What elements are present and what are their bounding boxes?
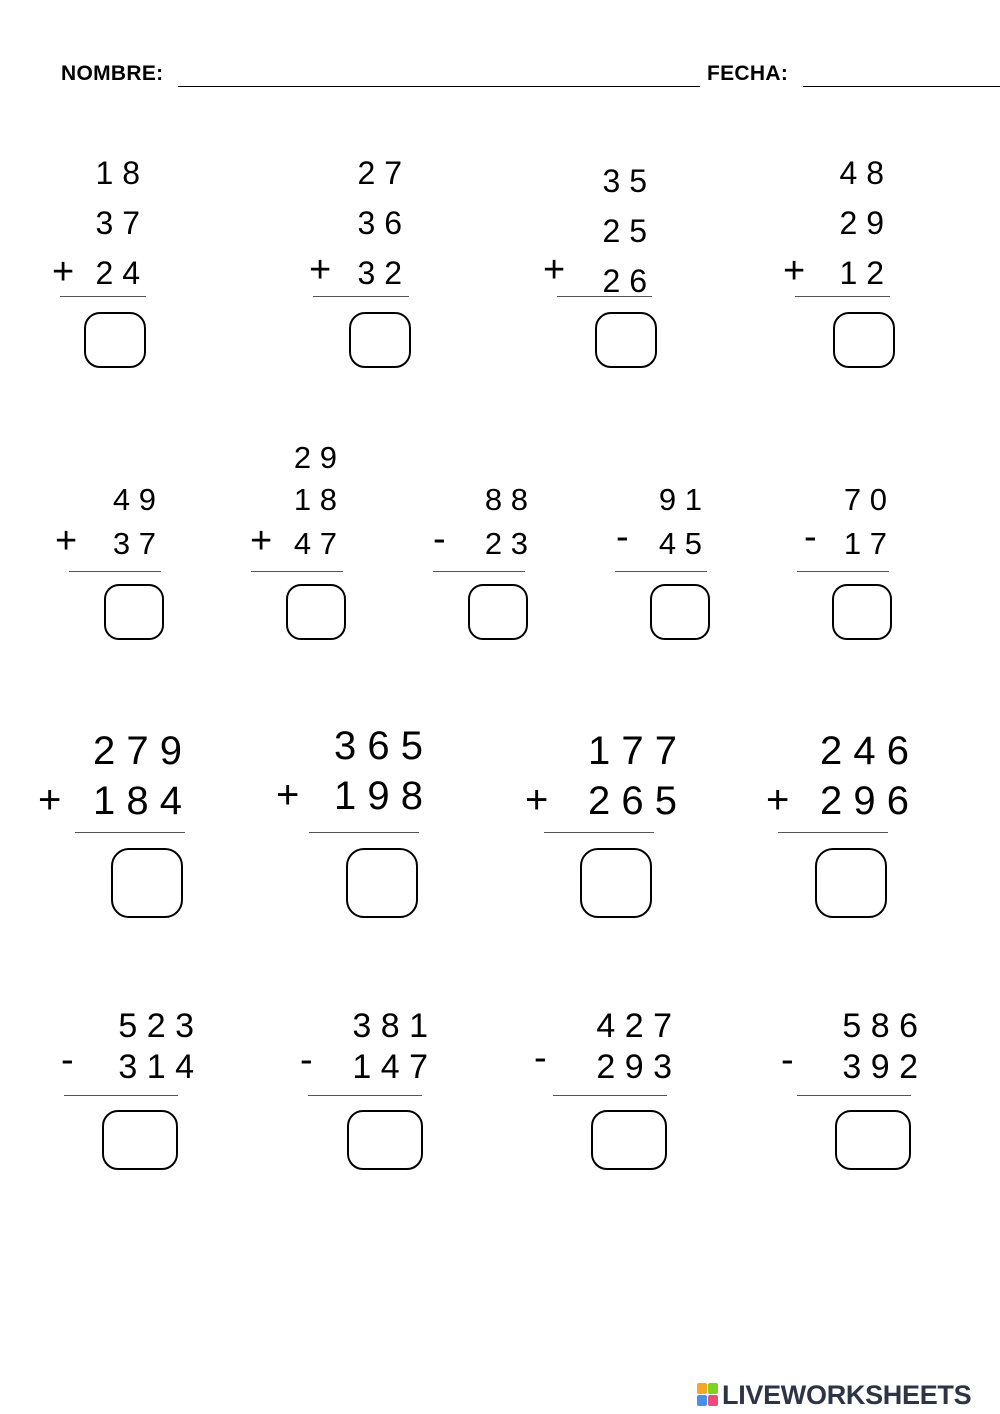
subtrahend: 3 9 2 <box>842 1048 918 1086</box>
date-label: FECHA: <box>707 62 789 85</box>
problem-2 <box>305 155 415 375</box>
operator-sign: + <box>38 778 62 822</box>
sum-line <box>778 832 888 833</box>
operator-sign: + <box>55 520 78 562</box>
minuend: 4 9 <box>112 482 156 517</box>
minuend: 9 1 <box>658 482 702 517</box>
addend: 1 7 7 <box>588 729 677 773</box>
answer-box[interactable] <box>591 1110 667 1170</box>
problem-16 <box>532 1005 682 1185</box>
addend: 1 2 <box>839 255 884 291</box>
difference-line <box>308 1095 422 1096</box>
difference-line <box>64 1095 178 1096</box>
subtrahend: 2 9 3 <box>596 1048 672 1086</box>
sum-line <box>309 832 419 833</box>
operator-sign: - <box>433 518 446 560</box>
problem-10 <box>35 725 195 925</box>
answer-box[interactable] <box>84 312 146 368</box>
difference-line <box>553 1095 667 1096</box>
operator-sign: + <box>309 249 332 291</box>
minuend: 5 8 6 <box>842 1007 918 1045</box>
sum-line <box>69 571 161 572</box>
subtrahend: 1 7 <box>843 526 887 561</box>
minuend: 7 0 <box>843 482 887 517</box>
addend: 3 7 <box>95 205 140 241</box>
problem-11 <box>272 725 432 925</box>
liveworksheets-logo-icon <box>697 1383 719 1407</box>
addend: 2 6 5 <box>588 779 677 823</box>
addend: 1 8 4 <box>93 779 182 823</box>
minuend: 4 2 7 <box>596 1007 672 1045</box>
operator-sign: - <box>534 1037 547 1079</box>
addend: 2 9 <box>293 440 337 475</box>
minuend: 3 8 1 <box>352 1007 428 1045</box>
difference-line <box>615 571 707 572</box>
addend: 4 7 <box>293 526 337 561</box>
difference-line <box>433 571 525 572</box>
addend: 2 6 <box>602 263 647 299</box>
problem-8 <box>612 440 727 650</box>
difference-line <box>797 571 889 572</box>
operator-sign: + <box>250 520 273 562</box>
addend: 1 8 <box>95 155 140 191</box>
addend: 3 7 <box>112 526 156 561</box>
problem-12 <box>520 725 680 925</box>
minuend: 5 2 3 <box>118 1007 194 1045</box>
subtrahend: 2 3 <box>484 526 528 561</box>
operator-sign: - <box>804 516 817 558</box>
logo-text: LIVEWORKSHEETS <box>722 1379 972 1410</box>
problem-6 <box>248 440 363 650</box>
sum-line <box>75 832 185 833</box>
operator-sign: - <box>781 1039 794 1081</box>
subtrahend: 3 1 4 <box>118 1048 194 1086</box>
addend: 3 5 <box>602 163 647 199</box>
sum-line <box>60 296 146 297</box>
answer-box[interactable] <box>650 584 710 640</box>
answer-box[interactable] <box>102 1110 178 1170</box>
addend: 2 7 <box>357 155 402 191</box>
answer-box[interactable] <box>580 848 652 918</box>
problem-17 <box>778 1005 928 1185</box>
problem-7 <box>430 440 545 650</box>
answer-box[interactable] <box>832 584 892 640</box>
sum-line <box>251 571 343 572</box>
answer-box[interactable] <box>104 584 164 640</box>
sum-line <box>557 296 652 297</box>
problem-5 <box>55 440 170 650</box>
operator-sign: - <box>300 1039 313 1081</box>
answer-box[interactable] <box>286 584 346 640</box>
operator-sign: + <box>52 251 75 293</box>
answer-box[interactable] <box>835 1110 911 1170</box>
addend: 1 9 8 <box>334 774 423 818</box>
operator-sign: + <box>766 778 790 822</box>
sum-line <box>544 832 654 833</box>
subtrahend: 1 4 7 <box>352 1048 428 1086</box>
answer-box[interactable] <box>346 848 418 918</box>
addend: 3 6 5 <box>334 724 423 768</box>
addend: 2 9 <box>839 205 884 241</box>
name-field[interactable] <box>178 86 700 87</box>
answer-box[interactable] <box>833 312 895 368</box>
difference-line <box>797 1095 911 1096</box>
addend: 2 7 9 <box>93 729 182 773</box>
operator-sign: - <box>616 516 629 558</box>
addend: 2 4 6 <box>820 729 909 773</box>
problem-4 <box>780 155 900 375</box>
addend: 4 8 <box>839 155 884 191</box>
subtrahend: 4 5 <box>658 526 702 561</box>
liveworksheets-logo <box>697 1380 971 1410</box>
problem-9 <box>794 440 909 650</box>
addend: 2 4 <box>95 255 140 291</box>
addend: 3 2 <box>357 255 402 291</box>
addend: 3 6 <box>357 205 402 241</box>
addend: 2 9 6 <box>820 779 909 823</box>
answer-box[interactable] <box>349 312 411 368</box>
answer-box[interactable] <box>595 312 657 368</box>
answer-box[interactable] <box>815 848 887 918</box>
minuend: 8 8 <box>484 482 528 517</box>
operator-sign: + <box>276 773 300 817</box>
problem-1 <box>50 155 150 375</box>
name-label: NOMBRE: <box>61 62 164 85</box>
operator-sign: - <box>61 1039 74 1081</box>
sum-line <box>313 296 409 297</box>
addend: 1 8 <box>293 482 337 517</box>
problem-15 <box>298 1005 448 1185</box>
problem-3 <box>540 163 660 383</box>
answer-box[interactable] <box>468 584 528 640</box>
problem-13 <box>762 725 922 925</box>
addend: 2 5 <box>602 213 647 249</box>
operator-sign: + <box>783 250 806 292</box>
date-field[interactable] <box>803 86 1000 87</box>
answer-box[interactable] <box>111 848 183 918</box>
operator-sign: + <box>525 778 549 822</box>
sum-line <box>795 296 890 297</box>
problem-14 <box>55 1005 205 1185</box>
operator-sign: + <box>543 249 566 291</box>
answer-box[interactable] <box>347 1110 423 1170</box>
